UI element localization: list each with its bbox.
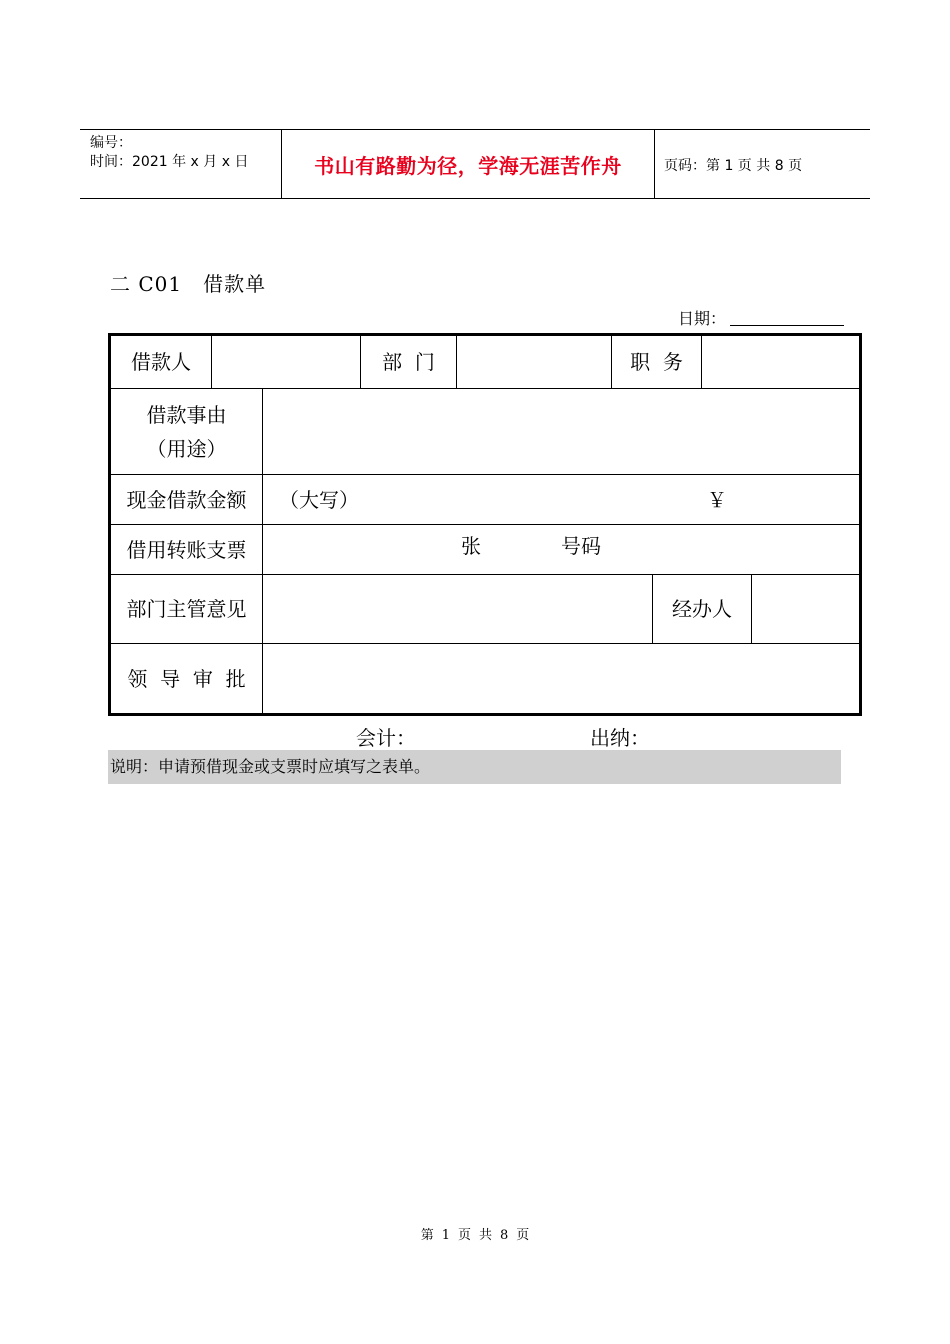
sheets-label: 张 <box>461 534 481 558</box>
footer-di: 第 <box>420 1228 434 1243</box>
footer-total-pages: 8 <box>500 1228 509 1243</box>
leader-approval-field[interactable] <box>263 644 859 713</box>
borrower-label: 借款人 <box>131 350 191 374</box>
leader-approval-label: 领 导 审 批 <box>127 666 246 691</box>
reason-label-line2: （用途） <box>146 436 227 461</box>
header-motto: 书山有路勤为径，学海无涯苦作舟 <box>314 154 622 178</box>
reason-field[interactable] <box>263 389 859 474</box>
handler-field[interactable] <box>752 575 859 643</box>
uppercase-label: （大写） <box>279 487 359 512</box>
footer-gong: 共 <box>479 1228 493 1243</box>
date-field[interactable] <box>730 309 844 326</box>
dept-head-opinion-label: 部门主管意见 <box>126 597 247 621</box>
reason-label <box>111 389 262 474</box>
document-title: 二 C01 借款单 <box>110 272 267 296</box>
transfer-check-label: 借用转账支票 <box>126 537 247 562</box>
transfer-check-field[interactable] <box>263 525 859 574</box>
cash-amount-label: 现金借款金额 <box>126 487 247 512</box>
time-label: 时间：2021 年 x 月 x 日 <box>90 154 249 170</box>
cash-amount-field[interactable] <box>263 475 859 524</box>
position-label: 职 务 <box>630 350 683 374</box>
date-label: 日期： <box>678 309 727 328</box>
check-number-label: 号码 <box>561 534 601 558</box>
footer-ye: 页 <box>457 1228 471 1243</box>
position-field[interactable] <box>702 336 859 388</box>
yen-label: ￥ <box>707 487 727 512</box>
reason-label-line1: 借款事由 <box>146 402 227 427</box>
department-field[interactable] <box>457 336 611 388</box>
footer-page-number: 1 <box>441 1228 450 1243</box>
handler-label: 经办人 <box>672 597 732 621</box>
header-page-label: 页码：第 1 页 共 8 页 <box>664 158 803 174</box>
department-label: 部 门 <box>382 350 435 374</box>
form-note: 说明：申请预借现金或支票时应填写之表单。 <box>108 750 841 784</box>
document-header <box>80 129 870 199</box>
header-divider <box>654 130 655 198</box>
number-label: 编号： <box>90 135 132 151</box>
borrower-field[interactable] <box>212 336 360 388</box>
cashier-label: 出纳： <box>590 726 650 750</box>
page-footer <box>0 1224 950 1243</box>
date-row <box>678 306 844 329</box>
dept-head-opinion-field[interactable] <box>263 575 652 643</box>
loan-form-table <box>108 333 862 716</box>
accountant-label: 会计： <box>356 726 416 750</box>
footer-ye2: 页 <box>516 1228 530 1243</box>
header-meta <box>90 134 248 172</box>
